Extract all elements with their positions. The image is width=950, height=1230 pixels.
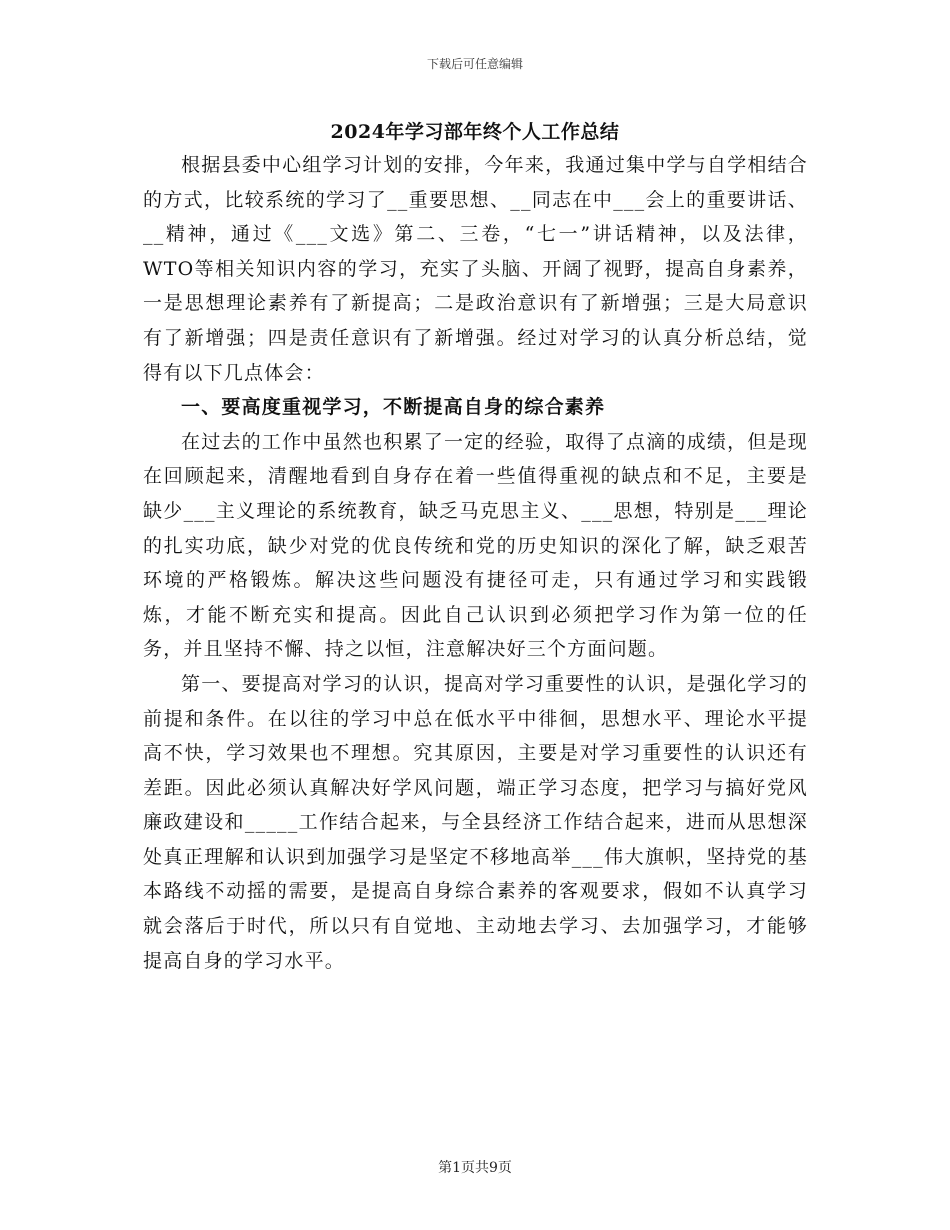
intro-paragraph: 根据县委中心组学习计划的安排，今年来，我通过集中学与自学相结合的方式，比较系统的学习了__重要思想、__同志在中___会上的重要讲话、__精神，通过《___文选》第二、三卷，“七一”讲话精神，以及法律，WTO等相关知识内容的学习，充实了头脑、开阔了视野，提高自身素养，一是思想理论素养有了新提高；二是政治意识有了新增强；三是大局意识有了新增强；四是责任意识有了新增强。经过对学习的认真分析总结，觉得有以下几点体会：: [143, 154, 808, 384]
document-title: 2024年学习部年终个人工作总结: [330, 121, 620, 143]
page-number: 第1页共9页: [438, 1160, 512, 1176]
body-paragraph: 第一、要提高对学习的认识，提高对学习重要性的认识，是强化学习的前提和条件。在以往的学习中总在低水平中徘徊，思想水平、理论水平提高不快，学习效果也不理想。究其原因，主要是对学习重要性的认识还有差距。因此必须认真解决好学风问题，端正学习态度，把学习与搞好党风廉政建设和_____工作结合起来，与全县经济工作结合起来，进而从思想深处真正理解和认识到加强学习是坚定不移地高举___伟大旗帜，坚持党的基本路线不动摇的需要，是提高自身综合素养的客观要求，假如不认真学习就会落后于时代，所以只有自觉地、主动地去学习、去加强学习，才能够提高自身的学习水平。: [143, 672, 808, 972]
document-body: [143, 148, 808, 978]
body-paragraph: 在过去的工作中虽然也积累了一定的经验，取得了点滴的成绩，但是现在回顾起来，清醒地看到自身存在着一些值得重视的缺点和不足，主要是缺少___主义理论的系统教育，缺乏马克思主义、___思想，特别是___理论的扎实功底，缺少对党的优良传统和党的历史知识的深化了解，缺乏艰苦环境的严格锻炼。解决这些问题没有捷径可走，只有通过学习和实践锻炼，才能不断充实和提高。因此自己认识到必须把学习作为第一位的任务，并且坚持不懈、持之以恒，注意解决好三个方面问题。: [143, 430, 808, 661]
section-heading: 一、要高度重视学习，不断提高自身的综合素养: [181, 396, 606, 419]
header-note: 下载后可任意编辑: [426, 57, 523, 71]
